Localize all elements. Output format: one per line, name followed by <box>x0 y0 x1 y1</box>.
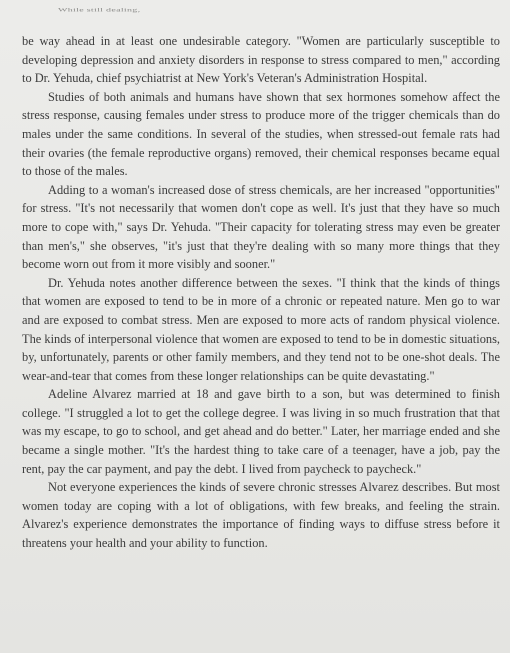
paragraph-5: Adeline Alvarez married at 18 and gave birth to a son, but was determined to finish college. "I struggled a lot to get the college degree. I was living in so much frustration that that was my escape, to go to school, and get ahead and do better." Later, her marriage ended and she became a single mother. "It's the hardest thing to take care of a teenager, have a job, pay the rent, pay the car payment, and pay the debt. I lived from paycheck to paycheck." <box>22 387 500 476</box>
paragraph-6: Not everyone experiences the kinds of severe chronic stresses Alvarez describes. But most women today are coping with a lot of obligations, with few breaks, and feeling the strain. Alvarez's experience demonstrates the importance of finding ways to diffuse stress before it threatens your health and your ability to function. <box>22 480 500 551</box>
article-body <box>22 32 500 553</box>
cut-off-header-text: While still dealing, <box>58 7 141 14</box>
paragraph-4: Dr. Yehuda notes another difference between the sexes. "I think that the kinds of things that women are exposed to tend to be in more of a chronic or repeated nature. Men go to war and are exposed to combat stress. Men are exposed to more acts of random physical violence. The kinds of interpersonal violence that women are exposed to tend to be in domestic situations, by, unfortunately, parents or other family members, and they tend not to be one-shot deals. The wear-and-tear that comes from these longer relationships can be quite devastating." <box>22 275 500 383</box>
paragraph-1: be way ahead in at least one undesirable category. "Women are particularly susceptible to developing depression and anxiety disorders in response to stress compared to men," according to Dr. Yehuda, chief psychiatrist at New York's Veteran's Administration Hospital. <box>22 34 500 86</box>
paragraph-2: Studies of both animals and humans have shown that sex hormones somehow affect the stress response, causing females under stress to produce more of the trigger chemicals than do males under the same conditions. In several of the studies, when stressed-out female rats had their ovaries (the female reproductive organs) removed, their chemical responses became equal to those of the males. <box>22 89 500 179</box>
paragraph-3: Adding to a woman's increased dose of stress chemicals, are her increased "opportunities" for stress. "It's not necessarily that women don't cope as well. It's just that they have so much more to cope with," says Dr. Yehuda. "Their capacity for tolerating stress may even be greater than men's," she observes, "it's just that they're dealing with so many more things that they become worn out from it more visibly and sooner." <box>22 182 500 272</box>
